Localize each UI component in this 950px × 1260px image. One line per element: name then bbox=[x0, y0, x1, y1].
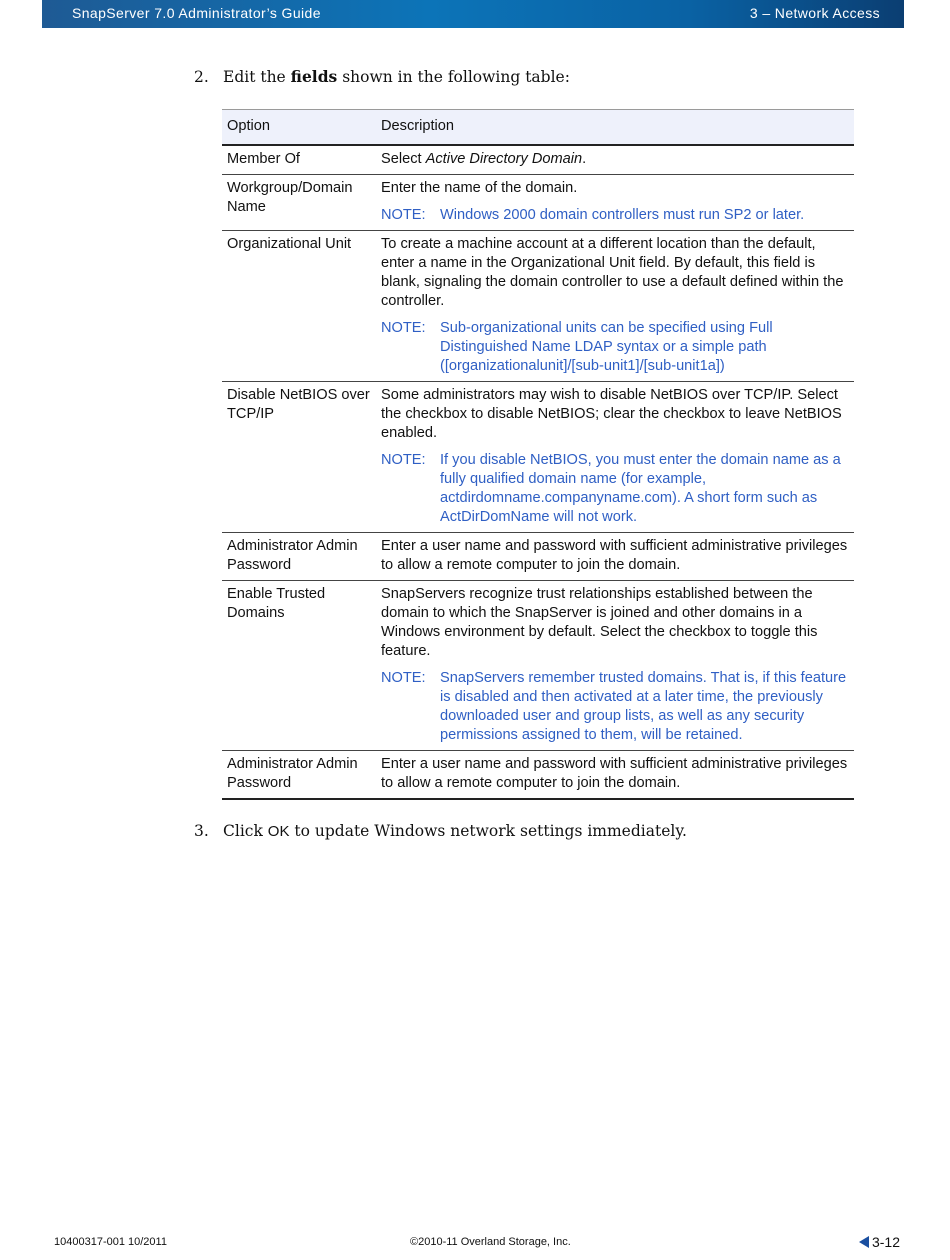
page-header-bar bbox=[42, 0, 904, 28]
description-text: SnapServers recognize trust relationships established between the domain to which the SnapServer is joined and other domains in a Windows environment by default. Select the checkbox to toggle this feature. bbox=[381, 586, 818, 659]
description-cell bbox=[376, 175, 854, 231]
options-table bbox=[222, 109, 854, 800]
option-cell: Disable NetBIOS over TCP/IP bbox=[222, 382, 376, 533]
table-row bbox=[222, 231, 854, 382]
option-cell: Workgroup/Domain Name bbox=[222, 175, 376, 231]
note-label: NOTE: bbox=[381, 670, 426, 686]
page-number: 3-12 bbox=[871, 1234, 900, 1250]
step-2 bbox=[194, 67, 570, 86]
description-text: To create a machine account at a different location than the default, enter a name in the Organizational Unit field. By default, this field is blank, signaling the domain controller to use a default defined within the controller. bbox=[381, 236, 844, 309]
table-row bbox=[222, 581, 854, 751]
note-text: Sub-organizational units can be specified using Full Distinguished Name LDAP syntax or a simple path ([organizationalunit]/[sub-unit1]/[sub-unit1a]) bbox=[440, 320, 773, 374]
note bbox=[381, 319, 849, 376]
table-row bbox=[222, 145, 854, 175]
footer-copyright: ©2010-11 Overland Storage, Inc. bbox=[410, 1236, 571, 1248]
note bbox=[381, 669, 849, 745]
footer-doc-id: 10400317-001 10/2011 bbox=[54, 1236, 167, 1248]
step-text: shown in the following table: bbox=[337, 68, 570, 86]
step-text: Edit the bbox=[223, 68, 291, 86]
note bbox=[381, 451, 849, 527]
column-header-option: Option bbox=[222, 110, 376, 146]
description-cell bbox=[376, 382, 854, 533]
description-cell bbox=[376, 533, 854, 581]
description-cell bbox=[376, 231, 854, 382]
option-cell: Organizational Unit bbox=[222, 231, 376, 382]
step-text: Click bbox=[223, 822, 268, 840]
note-label: NOTE: bbox=[381, 452, 426, 468]
description-italic: Active Directory Domain bbox=[425, 151, 583, 167]
back-arrow-icon[interactable] bbox=[859, 1236, 869, 1248]
description-text: Select bbox=[381, 151, 426, 167]
table-header-row bbox=[222, 110, 854, 146]
note-text: SnapServers remember trusted domains. That is, if this feature is disabled and then activated at a later time, the previously downloaded user and group lists, as well as any security permissions assigned to them, will be retained. bbox=[440, 670, 847, 743]
table-row bbox=[222, 751, 854, 800]
table-row bbox=[222, 382, 854, 533]
note bbox=[381, 206, 849, 225]
chapter-title: 3 – Network Access bbox=[749, 5, 880, 21]
description-text: Enter a user name and password with sufficient administrative privileges to allow a remote computer to join the domain. bbox=[381, 756, 848, 791]
option-cell: Administrator Admin Password bbox=[222, 751, 376, 800]
note-label: NOTE: bbox=[381, 320, 426, 336]
step-number: 3. bbox=[194, 822, 209, 840]
column-header-description: Description bbox=[376, 110, 854, 146]
description-cell bbox=[376, 581, 854, 751]
description-cell bbox=[376, 751, 854, 800]
option-cell: Member Of bbox=[222, 145, 376, 175]
description-text: Some administrators may wish to disable NetBIOS over TCP/IP. Select the checkbox to disable NetBIOS; clear the checkbox to leave NetBIOS enabled. bbox=[381, 387, 842, 441]
step-number: 2. bbox=[194, 68, 209, 86]
ok-label: OK bbox=[267, 823, 290, 840]
description-text: Enter a user name and password with sufficient administrative privileges to allow a remote computer to join the domain. bbox=[381, 538, 848, 573]
step-bold-text: fields bbox=[290, 67, 338, 86]
step-3 bbox=[194, 822, 687, 840]
guide-title: SnapServer 7.0 Administrator’s Guide bbox=[72, 5, 321, 21]
table-row bbox=[222, 175, 854, 231]
note-text: If you disable NetBIOS, you must enter the domain name as a fully qualified domain name (for example, actdirdomname.companyname.com). A short form such as ActDirDomName will not work. bbox=[440, 452, 841, 525]
note-label: NOTE: bbox=[381, 207, 426, 223]
table-row bbox=[222, 533, 854, 581]
description-text: . bbox=[582, 151, 587, 167]
note-text: Windows 2000 domain controllers must run SP2 or later. bbox=[440, 207, 805, 223]
description-cell bbox=[376, 145, 854, 175]
description-text: Enter the name of the domain. bbox=[381, 180, 578, 196]
footer-page bbox=[859, 1234, 900, 1250]
option-cell: Administrator Admin Password bbox=[222, 533, 376, 581]
option-cell: Enable Trusted Domains bbox=[222, 581, 376, 751]
step-text: to update Windows network settings immediately. bbox=[289, 822, 687, 840]
